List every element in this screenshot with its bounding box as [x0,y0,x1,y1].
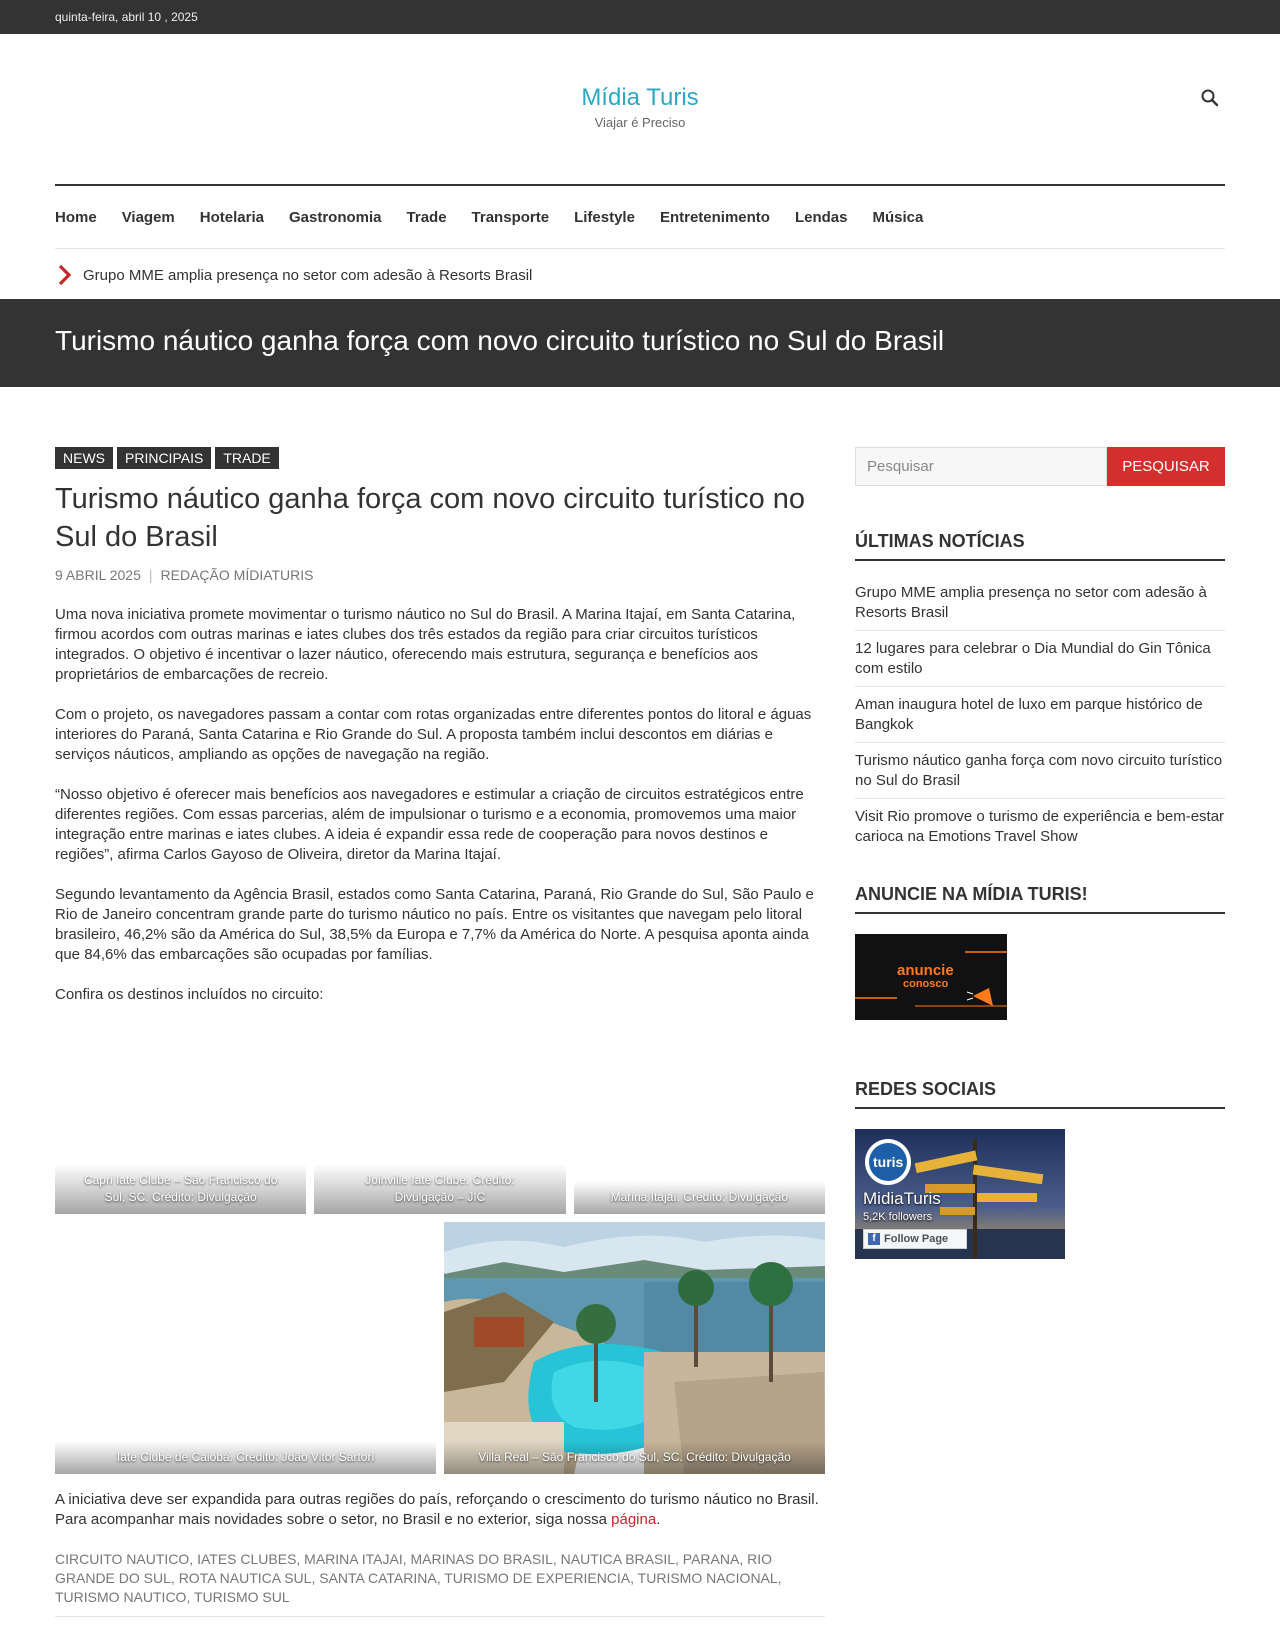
social-widget [855,1079,1225,1259]
facebook-icon: f [868,1233,880,1245]
ticker-link[interactable]: Grupo MME amplia presença no setor com adesão à Resorts Brasil [83,266,533,284]
nav-item-home[interactable]: Home [55,208,97,226]
closing-end: . [656,1511,661,1528]
facebook-badge-text: turis [873,1154,904,1170]
facebook-page-name[interactable]: MidiaTuris [863,1189,941,1208]
article-paragraph: Confira os destinos incluídos no circuito: [55,986,324,1003]
article-meta [55,567,314,583]
sidebar [855,447,1225,1245]
page-header [0,299,1280,387]
main-nav [55,186,948,248]
article-author[interactable]: REDAÇÃO MÍDIATURIS [160,567,314,583]
ad-line-2: conosco [903,978,949,990]
gallery-row-2 [55,1222,825,1474]
nav-item-trade[interactable]: Trade [406,208,447,226]
article-closing [55,1490,825,1530]
site-title[interactable]: Mídia Turis [581,84,699,111]
category-principais[interactable]: PRINCIPAIS [117,447,211,469]
latest-news-item[interactable]: Aman inaugura hotel de luxo em parque histórico de Bangkok [855,687,1225,743]
page-link[interactable]: página [611,1511,657,1528]
ad-widget-title: ANUNCIE NA MÍDIA TURIS! [855,884,1225,914]
gallery-caption: Joinville Iate Clube. Crédito: Divulgação – JIC [314,1164,565,1214]
article-tags[interactable]: CIRCUITO NAUTICO, IATES CLUBES, MARINA ITAJAI, MARINAS DO BRASIL, NAUTICA BRASIL, PARANA, RIO GRANDE DO SUL, ROTA NAUTICA SUL, SANTA CATARINA, TURISMO DE EXPERIENCIA, TURISMO NACIONAL, TURISMO NAUTICO, TURISMO SUL [55,1551,782,1605]
gallery-item[interactable] [444,1222,825,1474]
gallery-item[interactable] [314,1030,565,1214]
search-icon[interactable] [1200,88,1220,108]
ad-widget [855,884,1225,1020]
article-date[interactable]: 9 ABRIL 2025 [55,567,141,583]
latest-news-item[interactable]: Turismo náutico ganha força com novo circuito turístico no Sul do Brasil [855,743,1225,799]
latest-news-widget [855,531,1225,854]
article-paragraph: Uma nova iniciativa promete movimentar o turismo náutico no Sul do Brasil. A Marina Itajaí, em Santa Catarina, firmou acordos com outras marinas e iates clubes dos três estados da região para criar circuitos turísticos integrados. O objetivo é incentivar o lazer náutico, oferecendo mais estrutura, segurança e benefícios aos proprietários de embarcações de recreio. [55,606,796,683]
category-trade[interactable]: TRADE [215,447,278,469]
gallery-item[interactable] [574,1030,825,1214]
current-date: quinta-feira, abril 10 , 2025 [55,10,198,24]
content-divider [55,1616,825,1617]
search-input[interactable] [855,447,1107,486]
gallery-caption: Capri Iate Clube – São Francisco do Sul, SC. Crédito: Divulgação [55,1164,306,1214]
nav-divider-bottom [55,248,1225,249]
nav-item-gastronomia[interactable]: Gastronomia [288,208,382,226]
article-body [55,605,825,1025]
search-button[interactable]: PESQUISAR [1107,447,1225,486]
nav-item-musica[interactable]: Música [872,208,924,226]
gallery-caption: Villa Real – São Francisco do Sul, SC. Crédito: Divulgação [444,1441,825,1474]
page-header-title: Turismo náutico ganha força com novo circuito turístico no Sul do Brasil [55,325,945,356]
gallery-caption: Iate Clube de Caiobá. Crédito: João Vitor Sartori [55,1441,436,1474]
latest-news-title: ÚLTIMAS NOTÍCIAS [855,531,1225,561]
closing-text: A iniciativa deve ser expandida para outras regiões do país, reforçando o crescimento do turismo náutico no Brasil. Para acompanhar mais novidades sobre o setor, no Brasil e no exterior, siga nossa [55,1491,819,1528]
chevron-right-icon [55,263,75,287]
nav-item-entretenimento[interactable]: Entretenimento [659,208,770,226]
facebook-page-plugin[interactable] [855,1129,1065,1259]
facebook-followers: 5,2K followers [863,1211,933,1223]
article-paragraph: “Nosso objetivo é oferecer mais benefícios aos navegadores e estimular a criação de circuitos estratégicos entre diferentes regiões. Com essas parcerias, além de impulsionar o turismo e a economia, promovemos uma maior integração entre marinas e iates clubes. A ideia é expandir essa rede de cooperação para novos destinos e regiões”, afirma Carlos Gayoso de Oliveira, diretor da Marina Itajaí. [55,786,804,863]
site-tagline: Viajar é Preciso [594,115,686,130]
villa-real-photo [444,1222,825,1474]
nav-item-transporte[interactable]: Transporte [471,208,550,226]
category-badges [55,447,279,469]
nav-item-lifestyle[interactable]: Lifestyle [574,208,635,226]
gallery-item[interactable] [55,1030,306,1214]
latest-news-item[interactable]: Visit Rio promove o turismo de experiência e bem-estar carioca na Emotions Travel Show [855,808,1225,845]
nav-item-hotelaria[interactable]: Hotelaria [199,208,264,226]
ad-banner[interactable] [855,934,1007,1020]
gallery-row-1 [55,1030,825,1214]
top-bar [0,0,1280,34]
sidebar-search [855,447,1225,486]
follow-page-button[interactable] [863,1229,967,1249]
category-news[interactable]: NEWS [55,447,113,469]
ad-line-1: anuncie [897,962,954,979]
article-paragraph: Segundo levantamento da Agência Brasil, estados como Santa Catarina, Paraná, Rio Grande do Sul, São Paulo e Rio de Janeiro concentram grande parte do turismo náutico no país. Entre os visitantes que navegam pelo litoral brasileiro, 46,2% são da América do Sul, 38,5% da Europa e 7,7% da América do Norte. A pesquisa aponta ainda que 84,6% das embarcações são ocupadas por famílias. [55,886,814,963]
latest-news-item[interactable]: Grupo MME amplia presença no setor com adesão à Resorts Brasil [855,575,1225,631]
nav-item-lendas[interactable]: Lendas [794,208,848,226]
latest-news-list [855,575,1225,854]
social-widget-title: REDES SOCIAIS [855,1079,1225,1109]
article-title: Turismo náutico ganha força com novo circuito turístico no Sul do Brasil [55,483,806,553]
nav-item-viagem[interactable]: Viagem [121,208,175,226]
article-paragraph: Com o projeto, os navegadores passam a contar com rotas organizadas entre diferentes pontos do litoral e águas interiores do Paraná, Santa Catarina e Rio Grande do Sul. A proposta também inclui descontos em diárias e serviços náuticos, ampliando as opções de navegação na região. [55,706,812,763]
gallery-caption: Marina Itajaí. Crédito: Divulgação [574,1181,825,1214]
latest-news-item[interactable]: 12 lugares para celebrar o Dia Mundial do Gin Tônica com estilo [855,631,1225,687]
meta-separator: | [148,567,153,583]
follow-page-label: Follow Page [884,1233,949,1245]
news-ticker [55,258,532,292]
gallery-item[interactable] [55,1222,436,1474]
site-branding [0,84,1280,130]
